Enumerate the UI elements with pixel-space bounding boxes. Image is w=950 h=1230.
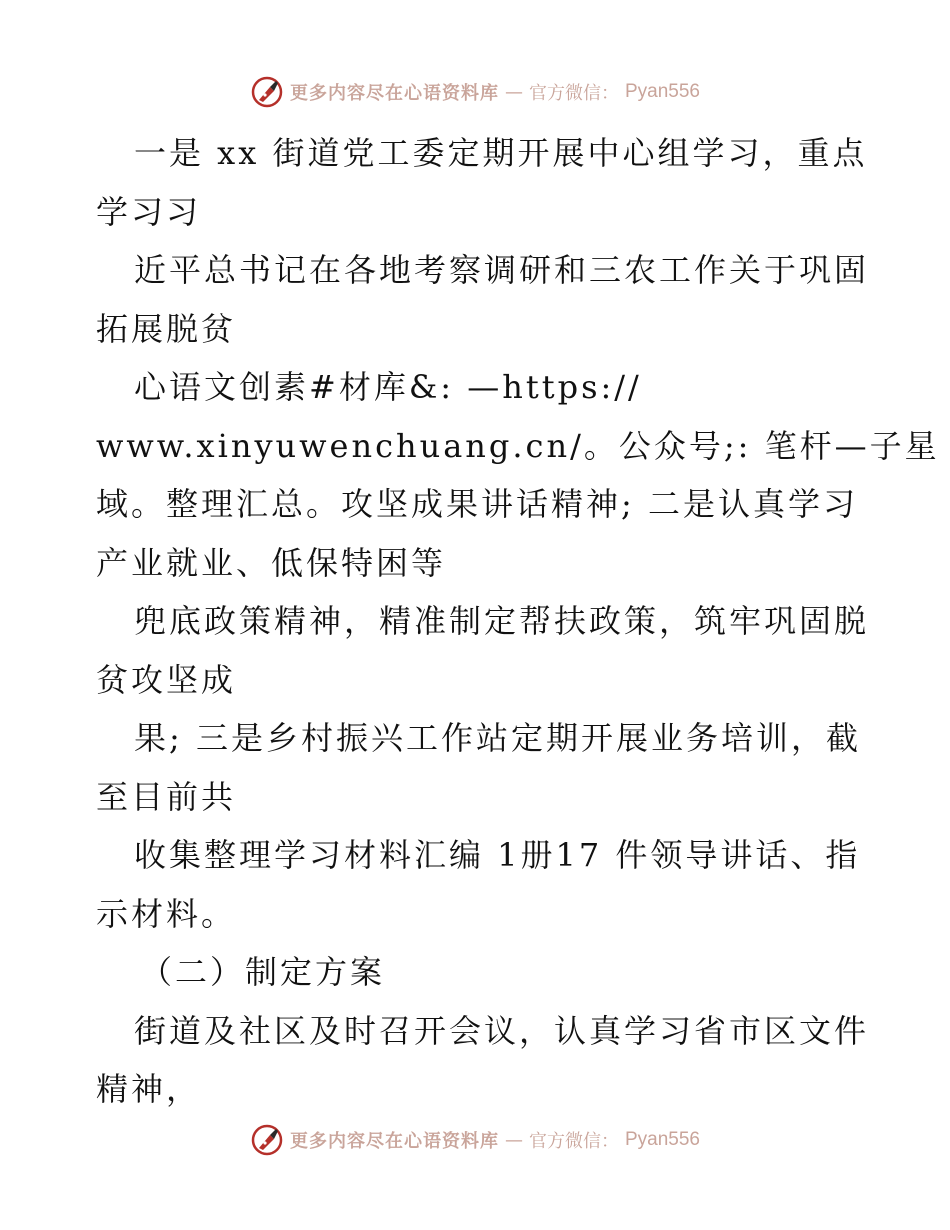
body-line: 兜底政策精神，精准制定帮扶政策，筑牢巩固脱 (134, 602, 870, 640)
body-line: 示材料。 (96, 894, 237, 933)
pen-nib-circle-icon (250, 1123, 284, 1157)
document-body (96, 124, 940, 1119)
banner-wechat-id: Pyan556 (624, 81, 700, 102)
banner-wechat-label: 官方微信： (528, 1131, 619, 1152)
body-line: 果; 三是乡村振兴工作站定期开展业务培训，截 (134, 719, 861, 757)
banner-wechat-id: Pyan556 (624, 1129, 700, 1150)
body-line: 至目前共 (96, 777, 237, 816)
banner-site-text: 更多内容尽在心语资料库 (289, 1131, 499, 1152)
body-line: 收集整理学习材料汇编 1册17 件领导讲话、指 (134, 836, 861, 874)
body-line: 学习习 (96, 192, 202, 231)
body-line: 贫攻坚成 (96, 660, 237, 699)
banner-site-text: 更多内容尽在心语资料库 (289, 83, 499, 104)
body-line: 域。整理汇总。攻坚成果讲话精神; 二是认真学习 (96, 485, 858, 523)
section-heading: （二）制定方案 (140, 953, 386, 991)
body-line: 精神， (96, 1070, 202, 1108)
banner-separator: — (504, 81, 523, 103)
header-banner (0, 72, 950, 112)
body-line: www.xinyuwenchuang.cn/。公众号;: 笔杆—子星 (96, 426, 940, 465)
body-line: 一是 xx 街道党工委定期开展中心组学习，重点 (134, 134, 868, 172)
body-line: 拓展脱贫 (96, 309, 237, 348)
body-line: 近平总书记在各地考察调研和三农工作关于巩固 (134, 251, 870, 289)
pen-nib-circle-icon (250, 75, 284, 109)
footer-banner (0, 1120, 950, 1160)
banner-wechat-label: 官方微信： (528, 83, 619, 104)
body-line: 街道及社区及时召开会议，认真学习省市区文件 (134, 1011, 870, 1050)
body-line: 产业就业、低保特困等 (96, 543, 447, 582)
banner-separator: — (504, 1129, 523, 1151)
body-line: 心语文创素#材库&: —https:// (134, 368, 642, 406)
